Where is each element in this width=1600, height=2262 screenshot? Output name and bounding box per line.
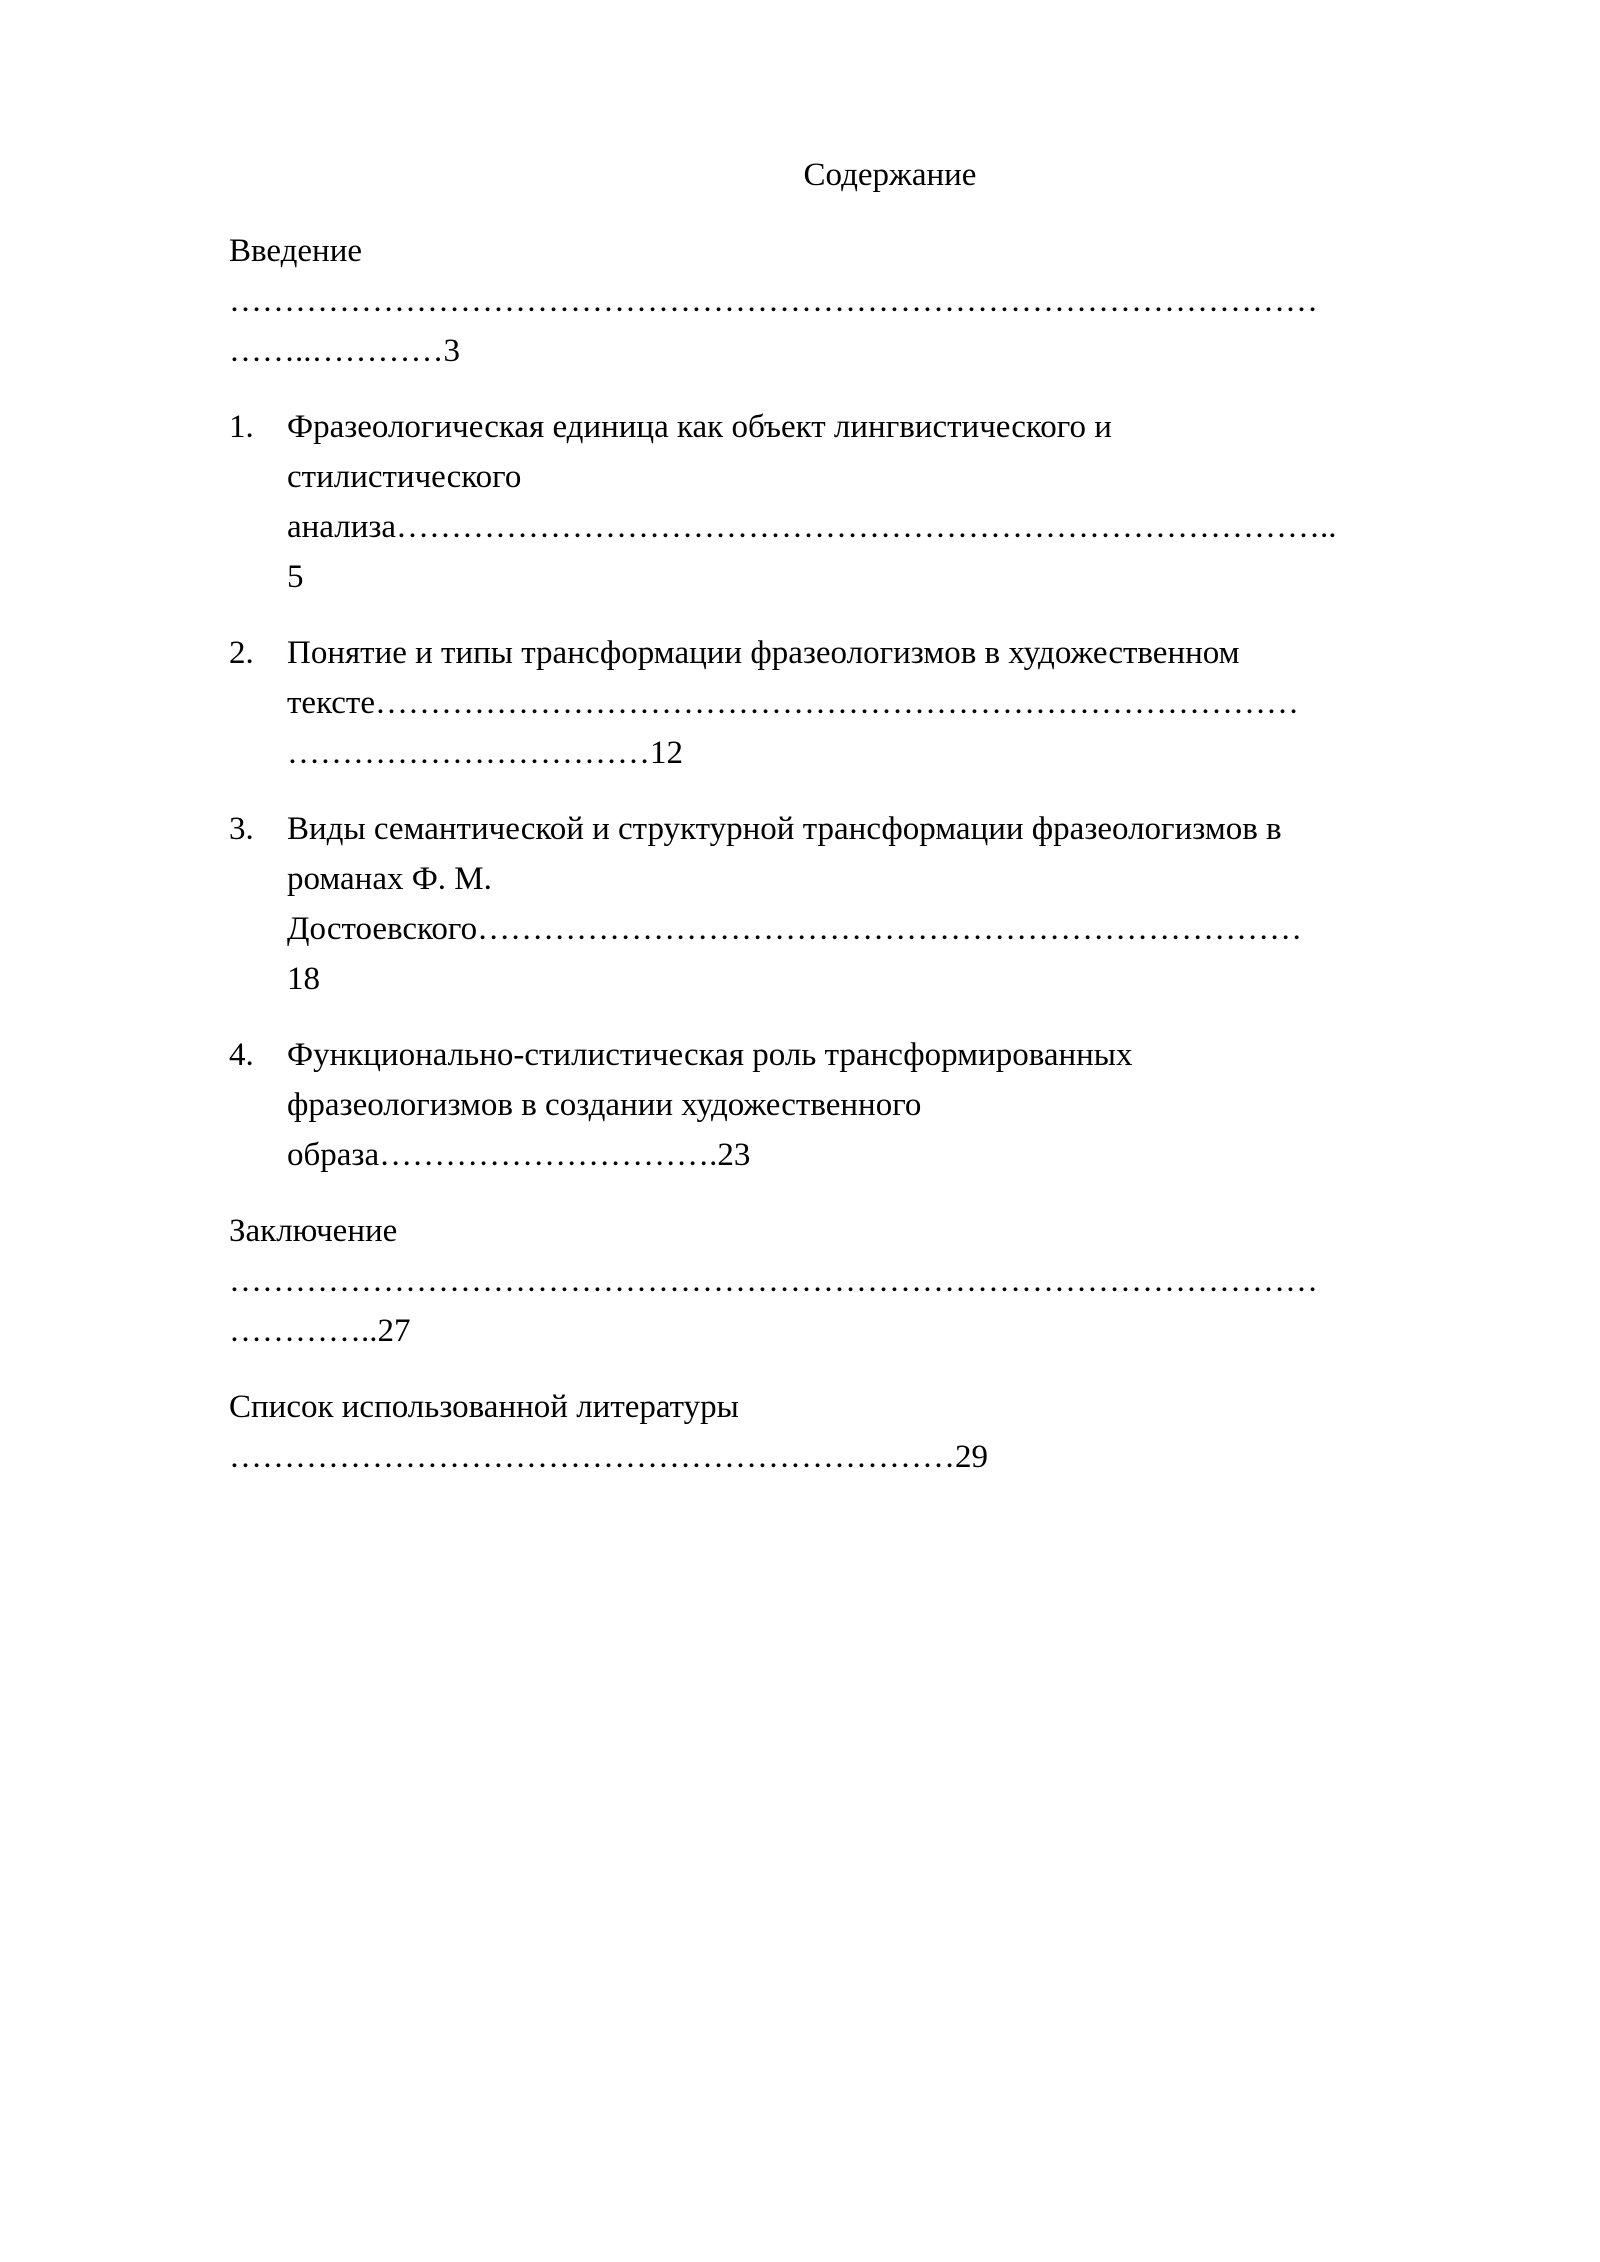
toc-item-line: анализа………………………………………………………………………….. xyxy=(287,509,1337,545)
toc-item-line: тексте………………………………………………………………………… xyxy=(287,685,1299,721)
toc-word: литературы xyxy=(576,1389,739,1425)
toc-item-4 xyxy=(229,1030,1491,1180)
toc-entry-page: …………..27 xyxy=(229,1313,411,1349)
toc-item-2 xyxy=(229,628,1491,778)
toc-entry-page: ……..…………3 xyxy=(229,333,460,369)
toc-item-number: 2. xyxy=(229,635,254,671)
toc-entry-conclusion xyxy=(229,1206,1491,1356)
toc-entry-label: Введение xyxy=(229,233,363,269)
toc-item-line: стилистического xyxy=(287,459,522,495)
toc-entry-label: Заключение xyxy=(229,1213,398,1249)
toc-item-page: образа………………………….23 xyxy=(287,1137,751,1173)
toc-entry-page: …………………………………………………………29 xyxy=(229,1439,988,1475)
toc-item-line: Функционально-стилистическая роль трансформированных xyxy=(287,1037,1133,1073)
toc-item-1 xyxy=(229,402,1491,602)
toc-entry-leader: ……………………………………………………………………………………… xyxy=(229,283,1318,319)
toc-item-page: 5 xyxy=(287,559,304,595)
toc-title: Содержание xyxy=(803,157,977,193)
toc-item-number: 4. xyxy=(229,1037,254,1073)
toc-item-line: Виды семантической и структурной трансформации фразеологизмов в xyxy=(287,811,1282,847)
toc-entry-leader: ……………………………………………………………………………………… xyxy=(229,1263,1318,1299)
toc-item-number: 1. xyxy=(229,409,254,445)
toc-entry-references xyxy=(229,1382,1491,1482)
toc-item-page: ……………………………12 xyxy=(287,735,683,771)
toc-item-page: 18 xyxy=(287,961,320,997)
toc-item-line: Понятие и типы трансформации фразеологизмов в художественном xyxy=(287,635,1240,671)
document-page xyxy=(229,150,1491,1508)
toc-item-line: Фразеологическая единица как объект лингвистического и xyxy=(287,409,1112,445)
toc-word: Список xyxy=(229,1389,334,1425)
toc-item-3 xyxy=(229,804,1491,1004)
toc-entry-label xyxy=(229,1382,1491,1432)
toc-item-line: романах Ф. М. xyxy=(287,861,492,897)
toc-word: использованной xyxy=(341,1389,568,1425)
toc-entry-intro xyxy=(229,226,1491,376)
toc-item-line: фразеологизмов в создании художественного xyxy=(287,1087,922,1123)
toc-item-number: 3. xyxy=(229,811,254,847)
toc-item-line: Достоевского………………………………………………………………… xyxy=(287,911,1303,947)
